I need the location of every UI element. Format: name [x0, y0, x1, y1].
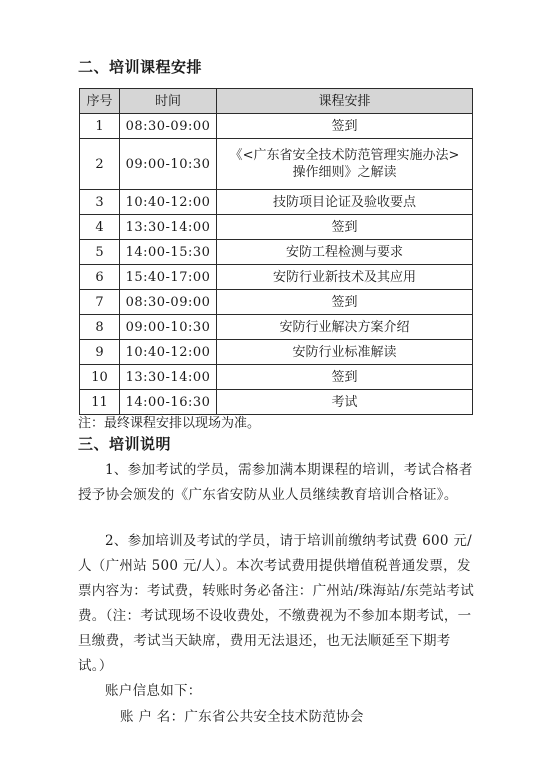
- row-time: 13:30-14:00: [120, 215, 217, 240]
- account-info-intro: 账户信息如下：: [105, 683, 202, 699]
- row-course: 签到: [217, 215, 473, 240]
- row-time: 13:30-14:00: [120, 365, 217, 390]
- row-no: 10: [80, 365, 120, 390]
- table-row: [80, 215, 473, 240]
- section-title-training-schedule: 二、培训课程安排: [78, 58, 203, 76]
- schedule-table: [79, 88, 473, 415]
- row-time: 09:00-10:30: [120, 315, 217, 340]
- row-no: 5: [80, 240, 120, 265]
- row-course: 安防行业新技术及其应用: [217, 265, 473, 290]
- row-no: 3: [80, 190, 120, 215]
- header-time: 时间: [120, 89, 217, 114]
- row-time: 15:40-17:00: [120, 265, 217, 290]
- row-course: 技防项目论证及验收要点: [217, 190, 473, 215]
- row-time: 10:40-12:00: [120, 190, 217, 215]
- paragraph-exam-requirement: 1、参加考试的学员，需参加满本期课程的培训，考试合格者授予协会颁发的《广东省安防从业人员继续教育培训合格证》。: [78, 462, 473, 503]
- table-row: [80, 290, 473, 315]
- table-row: [80, 340, 473, 365]
- row-time: 14:00-16:30: [120, 390, 217, 415]
- row-time: 09:00-10:30: [120, 139, 217, 190]
- table-row: [80, 114, 473, 139]
- table-row: [80, 265, 473, 290]
- row-course: 考试: [217, 390, 473, 415]
- row-no: 1: [80, 114, 120, 139]
- table-row: [80, 390, 473, 415]
- row-time: 08:30-09:00: [120, 290, 217, 315]
- account-name: 账 户 名：广东省公共安全技术防范协会: [120, 709, 364, 725]
- row-no: 4: [80, 215, 120, 240]
- table-row: [80, 240, 473, 265]
- row-course: 签到: [217, 365, 473, 390]
- table-row: [80, 190, 473, 215]
- row-no: 9: [80, 340, 120, 365]
- header-course: 课程安排: [217, 89, 473, 114]
- header-no: 序号: [80, 89, 120, 114]
- row-course: 签到: [217, 114, 473, 139]
- table-row: [80, 315, 473, 340]
- row-course: 签到: [217, 290, 473, 315]
- row-course: 安防行业标准解读: [217, 340, 473, 365]
- section-title-training-notes: 三、培训说明: [78, 435, 172, 453]
- row-no: 8: [80, 315, 120, 340]
- row-no: 11: [80, 390, 120, 415]
- row-time: 14:00-15:30: [120, 240, 217, 265]
- paragraph-exam-fee: 2、参加培训及考试的学员，请于培训前缴纳考试费 600 元/人（广州站 500 元/人）。本次考试费用提供增值税普通发票，发票内容为：考试费，转账时务必备注：广州站/珠海站/东莞站考试费。（注：考试现场不设收费处，不缴费视为不参加本期考试，一旦缴费，考试当天缺席，费用无法退还，也无法顺延至下期考试。）: [78, 533, 475, 674]
- row-no: 2: [80, 139, 120, 190]
- row-no: 7: [80, 290, 120, 315]
- schedule-note: 注：最终课程安排以现场为准。: [78, 416, 261, 431]
- row-no: 6: [80, 265, 120, 290]
- row-time: 08:30-09:00: [120, 114, 217, 139]
- table-row: [80, 139, 473, 190]
- table-header-row: [80, 89, 473, 114]
- row-course: 安防行业解决方案介绍: [217, 315, 473, 340]
- row-time: 10:40-12:00: [120, 340, 217, 365]
- row-course: 安防工程检测与要求: [217, 240, 473, 265]
- table-row: [80, 365, 473, 390]
- row-course: 《<广东省安全技术防范管理实施办法>操作细则》之解读: [217, 139, 473, 190]
